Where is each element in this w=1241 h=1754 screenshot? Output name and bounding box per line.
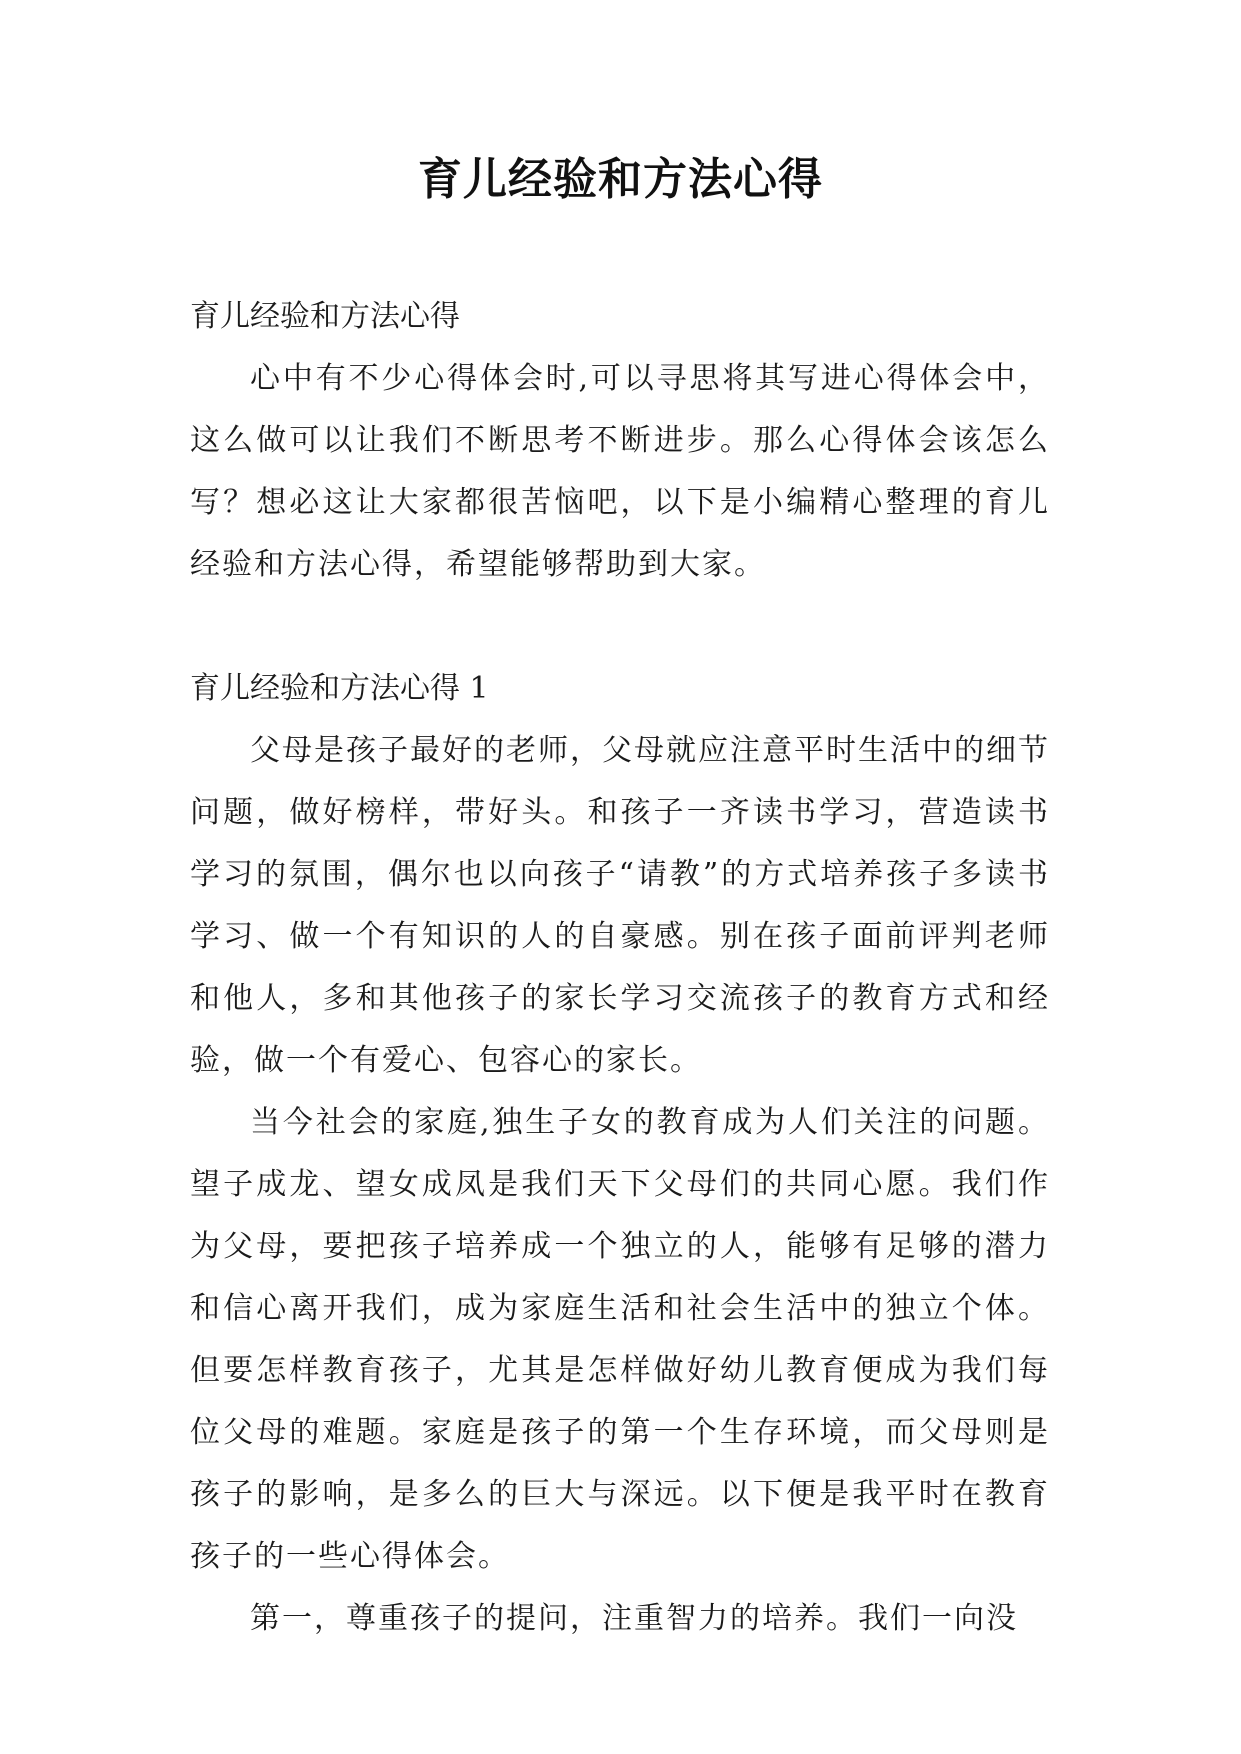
page-title: 育儿经验和方法心得 <box>418 154 823 205</box>
section-heading: 育儿经验和方法心得 1 <box>190 671 489 706</box>
body-paragraph: 第一，尊重孩子的提问，注重智力的培养。我们一向没 <box>250 1601 1018 1636</box>
body-paragraph: 当今社会的家庭,独生子女的教育成为人们关注的问题。望子成龙、望女成凤是我们天下父母们的共同心愿。我们作为父母，要把孩子培养成一个独立的人，能够有足够的潜力和信心离开我们，成为家庭生活和社会生活中的独立个体。但要怎样教育孩子，尤其是怎样做好幼儿教育便成为我们每位父母的难题。家庭是孩子的第一个生存环境，而父母则是孩子的影响，是多么的巨大与深远。以下便是我平时在教育孩子的一些心得体会。 <box>190 1105 1050 1574</box>
intro-paragraph: 心中有不少心得体会时,可以寻思将其写进心得体会中，这么做可以让我们不断思考不断进步。那么心得体会该怎么写？想必这让大家都很苦恼吧，以下是小编精心整理的育儿经验和方法心得，希望能够帮助到大家。 <box>190 361 1050 582</box>
intro-heading: 育儿经验和方法心得 <box>190 299 460 334</box>
body-paragraph: 父母是孩子最好的老师，父母就应注意平时生活中的细节问题，做好榜样，带好头。和孩子一齐读书学习，营造读书学习的氛围，偶尔也以向孩子“请教”的方式培养孩子多读书学习、做一个有知识的人的自豪感。别在孩子面前评判老师和他人，多和其他孩子的家长学习交流孩子的教育方式和经验，做一个有爱心、包容心的家长。 <box>190 733 1050 1078</box>
section-spacer <box>190 596 1050 658</box>
document-body <box>190 286 1050 1650</box>
